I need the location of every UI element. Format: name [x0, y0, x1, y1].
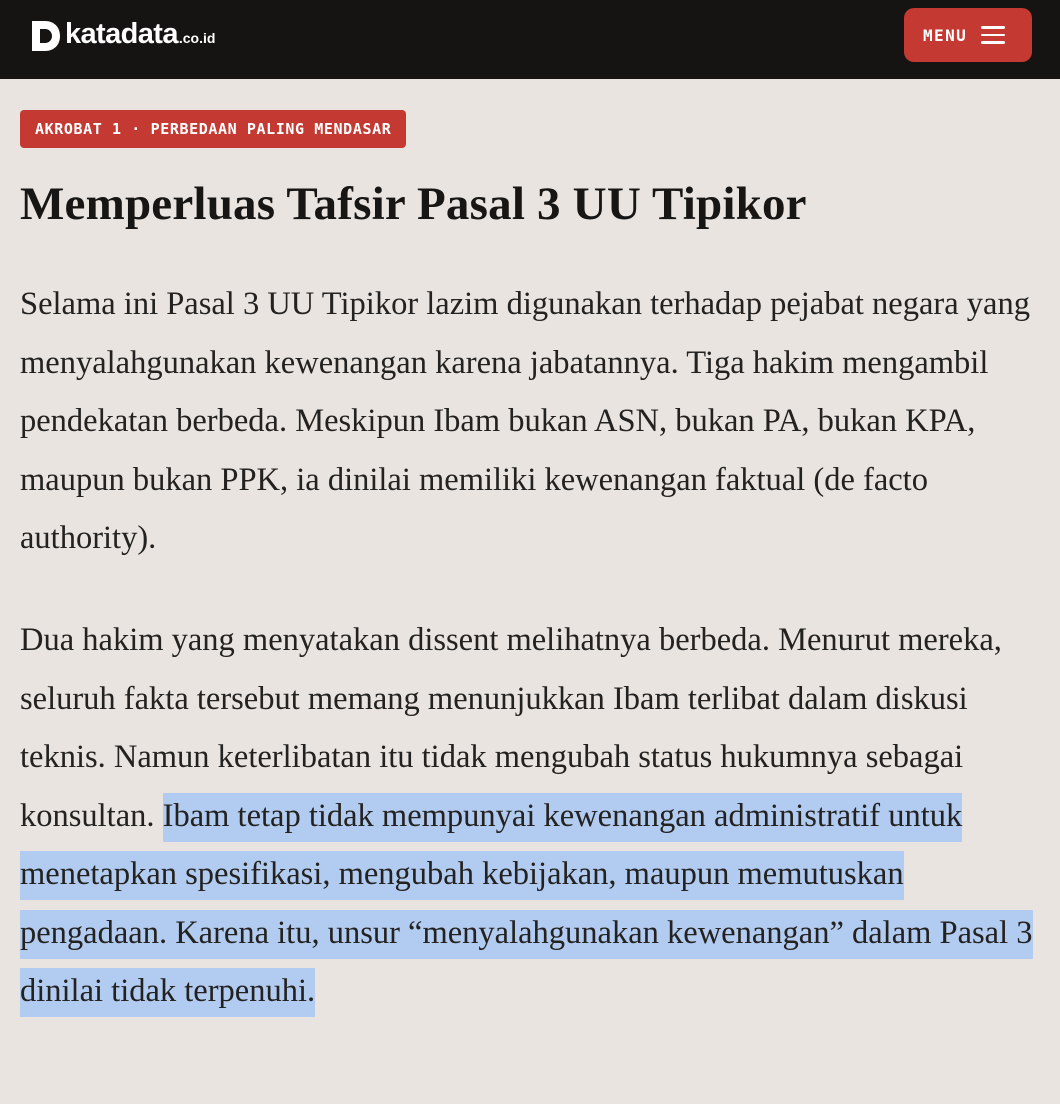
section-badge: AKROBAT 1 · PERBEDAAN PALING MENDASAR — [20, 110, 406, 148]
article-title: Memperluas Tafsir Pasal 3 UU Tipikor — [20, 178, 807, 230]
article-paragraph-1: Selama ini Pasal 3 UU Tipikor lazim digunakan terhadap pejabat negara yang menyalahgunakan kewenangan karena jabatannya. Tiga hakim mengambil pendekatan berbeda. Meskipun Ibam bukan ASN, bukan PA, bukan KPA, maupun bukan PPK, ia dinilai memiliki kewenangan faktual (de facto authority). — [20, 286, 1030, 556]
top-navigation-bar — [0, 0, 1060, 79]
logo-domain-suffix: .co.id — [178, 30, 216, 46]
hamburger-menu-icon — [981, 26, 1005, 44]
paragraph-2-plain-text: Dua hakim yang menyatakan dissent melihatnya berbeda. Menurut mereka, seluruh fakta tersebut memang menunjukkan Ibam terlibat dalam diskusi teknis. Namun keterlibatan itu tidak mengubah status hukumnya sebagai konsultan. — [20, 622, 1002, 834]
katadata-logo[interactable] — [32, 18, 215, 54]
menu-button[interactable] — [904, 8, 1032, 62]
menu-button-label: MENU — [923, 25, 968, 45]
logo-wordmark: katadata — [65, 18, 178, 50]
selected-text-highlight: Ibam tetap tidak mempunyai kewenangan administratif untuk menetapkan spesifikasi, mengubah kebijakan, maupun memutuskan pengadaan. Karena itu, unsur “menyalahgunakan kewenangan” dalam Pasal 3 dinilai tidak terpenuhi. — [20, 793, 1033, 1018]
katadata-logo-icon — [32, 21, 60, 51]
article-paragraph-2 — [20, 611, 1050, 1021]
